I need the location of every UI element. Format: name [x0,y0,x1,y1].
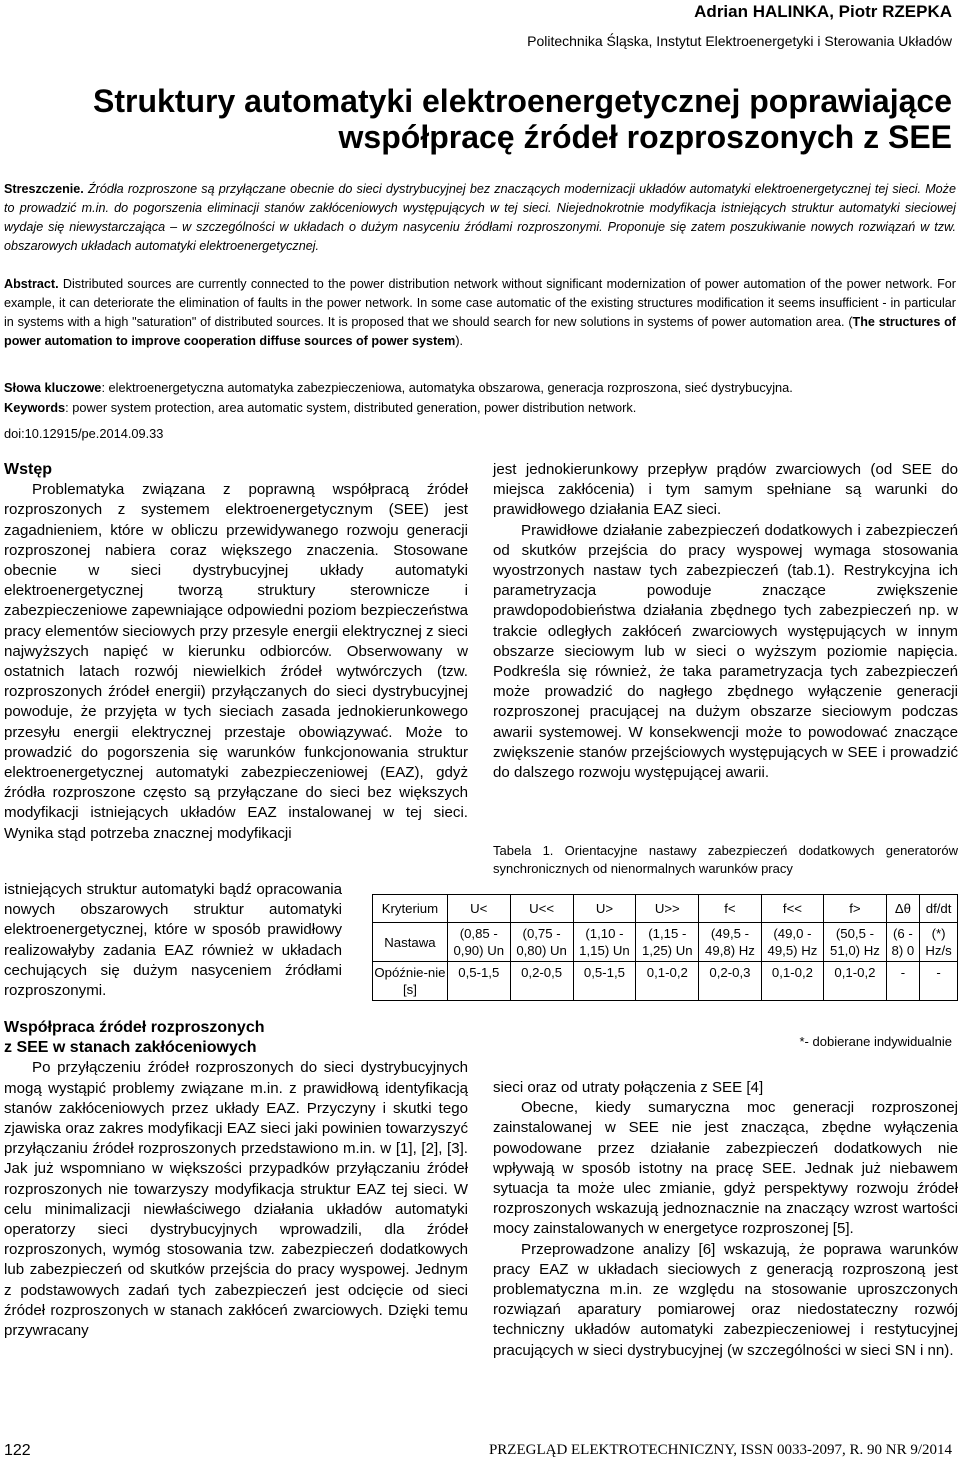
table-row [373,962,958,1001]
table-cell: (1,10 - 1,15) Un [573,923,636,962]
right-paragraph-3: sieci oraz od utraty połączenia z SEE [4] [493,1079,764,1096]
table-cell: (50,5 - 51,0) Hz [824,923,886,962]
abstract-pl-label: Streszczenie. [4,182,84,196]
intro-paragraph-continued: istniejących struktur automatyki bądź opracowania nowych obszarowych struktur automatyki elektroenergetycznej, które w sposób prawidłowy realizowałyby zadania EAZ również w układach cechujących się dużym nasyceniem źródłami rozproszonymi. [4,881,342,1000]
right-paragraph-2: Prawidłowe działanie zabezpieczeń dodatkowych i zabezpieczeń od skutków przejścia do pracy wyspowej wymaga stosowania wyostrzonych nastaw tych zabezpieczeń (tab.1). Restrykcyjna ich parametryzacja powoduje znaczące zwiększenie prawdopodobieństwa działania zbędnego tych zabezpieczeń np. w trakcie odległych zakłóceń zwarciowych występujących w innym obszarze sieciowym lub w sieci o wyższym poziomie napięcia. Podkreśla się również, że taka parametryzacja tych zabezpieczeń może prowadzić do nagłego zbędnego wyłączenie generacji rozproszonej pracującej na dużym obszarze sieciowym podczas awarii systemowej. W konsekwencji może to powodować znaczące zwiększenie stanów przejściowych występujących w SEE i prowadzić do dalszego rozwoju występującej awarii. [493,521,958,782]
table-row-label: Opóźnie-nie [s] [373,962,448,1001]
table-header-row [373,895,958,923]
keywords [4,378,956,418]
table-cell: 0,2-0,5 [510,962,573,1001]
table-cell: 0,1-0,2 [824,962,886,1001]
title-line-1: Struktury automatyki elektroenergetycznej poprawiające [93,83,952,119]
table-cell: (0,85 - 0,90) Un [447,923,510,962]
table-cell: (49,5 - 49,8) Hz [699,923,761,962]
table-cell: 0,5-1,5 [573,962,636,1001]
right-paragraph-4: Obecne, kiedy sumaryczna moc generacji rozproszonej zainstalowanej w SEE nie jest znacząca, zbędne wyłączenia powodowane przez działanie zabezpieczeń dodatkowych nie wpływają w sposób istotny na pracę SEE. Jednak już niebawem sytuacja ta może ulec zmianie, gdyż perspektywy rozwoju źródeł rozproszonych wskazują jednoznacznie na znaczący wzrost wartości mocy zainstalowanych w energetyce rozproszonej [5]. [493,1099,958,1238]
table-cell: - [920,962,958,1001]
keywords-pl-text: : elektroenergetyczna automatyka zabezpieczeniowa, automatyka obszarowa, generacja rozproszona, sieć dystrybucyjna. [101,380,793,395]
settings-table [372,894,958,1001]
doi: doi:10.12915/pe.2014.09.33 [4,426,164,441]
abstract-pl-text: Źródła rozproszone są przyłączane obecnie do sieci dystrybucyjnej bez znaczących modernizacji układów automatyki elektroenergetycznej tej sieci. Może to prowadzić m.in. do pogorszenia eliminacji stanów zakłóceniowych występujących w tej sieci. Niejednokrotnie modyfikacja istniejących struktur automatyki sieciowej wydaje się niewystarczająca – w szczególności w układach o dużym nasyceniu źródłami rozproszonymi. Proponuje się zatem poszukiwanie nowych rozwiązań w tzw. obszarowych układach automatyki elektroenergetycznej. [4,182,956,253]
section-heading-intro: Wstęp [4,461,52,478]
table-header-cell: f< [699,895,761,923]
table-row-label: Nastawa [373,923,448,962]
affiliation: Politechnika Śląska, Instytut Elektroenergetyki i Sterowania Układów [527,33,952,49]
section-heading-line-1: Współpraca źródeł rozproszonych [4,1019,265,1036]
table-header-cell: df/dt [920,895,958,923]
abstract-english [4,275,956,351]
right-paragraph-5: Przeprowadzone analizy [6] wskazują, że poprawa warunków pracy EAZ w układach sieciowych z generacją rozproszoną jest problematyczna m.in. ze względu na stosowanie uproszczonych rozwiązań aparatury pomiarowej oraz niedostateczny rozwój techniczny układów automatyki zabezpieczeniowej i restytucyjnej pracujących w sieci dystrybucyjnej (w szczególności w sieci SN i nn). [493,1240,958,1359]
table-cell: 0,1-0,2 [761,962,823,1001]
table-header-cell: f<< [761,895,823,923]
keywords-en-label: Keywords [4,400,66,415]
journal-name: PRZEGLĄD ELEKTROTECHNICZNY, ISSN 0033-2097, R. 90 NR 9/2014 [488,1442,952,1458]
table-cell: (0,75 - 0,80) Un [510,923,573,962]
table-cell: (49,0 - 49,5) Hz [761,923,823,962]
abstract-en-label: Abstract. [4,277,59,291]
table-cell: (*) Hz/s [920,923,958,962]
keywords-en-text: : power system protection, area automatic system, distributed generation, power distribution network. [65,400,637,415]
table-cell: 0,1-0,2 [636,962,699,1001]
table-header-cell: Δθ [886,895,920,923]
section2-paragraph: Po przyłączeniu źródeł rozproszonych do sieci dystrybucyjnych mogą wystąpić problemy związane m.in. z prawidłową identyfikacją stanów zakłóceniowych przez układy EAZ. Przyczyny i skutki tego zjawiska oraz zakres modyfikacji EAZ sieci jaki powinien towarzyszyć przyłączaniu źródeł rozproszonych przedstawiono m.in. w [1], [2], [3]. Jak już wspomniano w większości przypadków przyłączaniu źródeł rozproszonych nie towarzyszy modyfikacja struktur EAZ tej sieci. W celu minimalizacji niewłaściwego działania układów automatyki operatorzy sieci dystrybucyjnych wprowadzili, dla źródeł rozproszonych, wymóg stosowania tzw. zabezpieczeń dodatkowych lub zabezpieczeń od skutków przejścia do pracy wyspowej. Jednym z podstawowych zadań tych zabezpieczeń jest odcięcie od sieci źródeł rozproszonych w stanach zakłóceń zwarciowych. Dzięki temu przywracany [4,1059,468,1340]
table-cell: 0,5-1,5 [447,962,510,1001]
abstract-en-text: Distributed sources are currently connected to the power distribution network without significant modernization of power automation of the power network. For example, it can deteriorate the elimination of faults in the power network. In some case automatic of the existing structures modification it seems insufficient - in particular in systems with a high "saturation" of distributed sources. It is proposed that we should search for new solutions in systems of power automation area. ( [4,277,956,329]
table-note: *- dobierane indywidualnie [799,1034,952,1049]
left-column-intro [4,460,468,844]
right-paragraph-1: jest jednokierunkowy przepływ prądów zwarciowych (od SEE do miejsca zakłócenia) i tym samym spełniane są warunki do prawidłowego działania EAZ sieci. [493,461,958,519]
title-line-2: współpracę źródeł rozproszonych z SEE [338,119,952,155]
table-header-cell: U< [447,895,510,923]
table-header-cell: U<< [510,895,573,923]
right-column-bottom [493,1078,958,1361]
section-heading-line-2: z SEE w stanach zakłóceniowych [4,1039,257,1057]
table-header-cell: f> [824,895,886,923]
table-header-cell: Kryterium [373,895,448,923]
table-cell: (1,15 - 1,25) Un [636,923,699,962]
authors: Adrian HALINKA, Piotr RZEPKA [694,2,952,21]
left-column-section2 [4,1018,468,1341]
intro-paragraph: Problematyka związana z poprawną współpracą źródeł rozproszonych z systemem elektroenergetycznym (SEE) jest zagadnieniem, które w obliczu przewidywanego rozwoju generacji rozproszonej nabiera coraz większego znaczenia. Stosowane obecnie w sieci dystrybucyjnej układy automatyki elektroenergetycznej tworzą struktury sterownicze i zabezpieczeniowe zapewniające odpowiedni poziom bezpieczeństwa pracy elementów sieciowych przy przesyle energii elektrycznej z sieci najwyższych napięć w kierunku odbiorców. Obserwowany w ostatnich latach rozwój niewielkich źródeł wytwórczych (tzw. rozproszonych źródeł energii) przyłączanych do sieci dystrybucyjnej powoduje, że przyjęta w tych sieciach zasada jednokierunkowego przesyłu energii elektrycznej przestaje obowiązywać. Może to prowadzić do pogorszenia się warunków funkcjonowania struktur elektroenergetycznej automatyki zabezpieczeniowej (EAZ), gdyż źródła rozproszone często są przyłączane do sieci bez większych modyfikacji istniejących układów EAZ instalowanej w tej sieci. Wynika stąd potrzeba znacznej modyfikacji [4,481,469,842]
right-column-top [493,460,958,783]
table-caption: Tabela 1. Orientacyjne nastawy zabezpieczeń dodatkowych generatorów synchronicznych od nienormalnych warunków pracy [493,843,958,876]
table-header-cell: U>> [636,895,699,923]
table-cell: - [886,962,920,1001]
table-header-cell: U> [573,895,636,923]
table-cell: (6 - 8) 0 [886,923,920,962]
keywords-pl-label: Słowa kluczowe [4,380,102,395]
table-cell: 0,2-0,3 [699,962,761,1001]
abstract-en-tail: ). [455,334,464,348]
paper-title [52,83,952,155]
abstract-en-title: The structures of power automation to improve cooperation diffuse sources of power system [4,315,956,348]
page-number: 122 [4,1442,31,1459]
abstract-polish [4,180,956,256]
table-row [373,923,958,962]
